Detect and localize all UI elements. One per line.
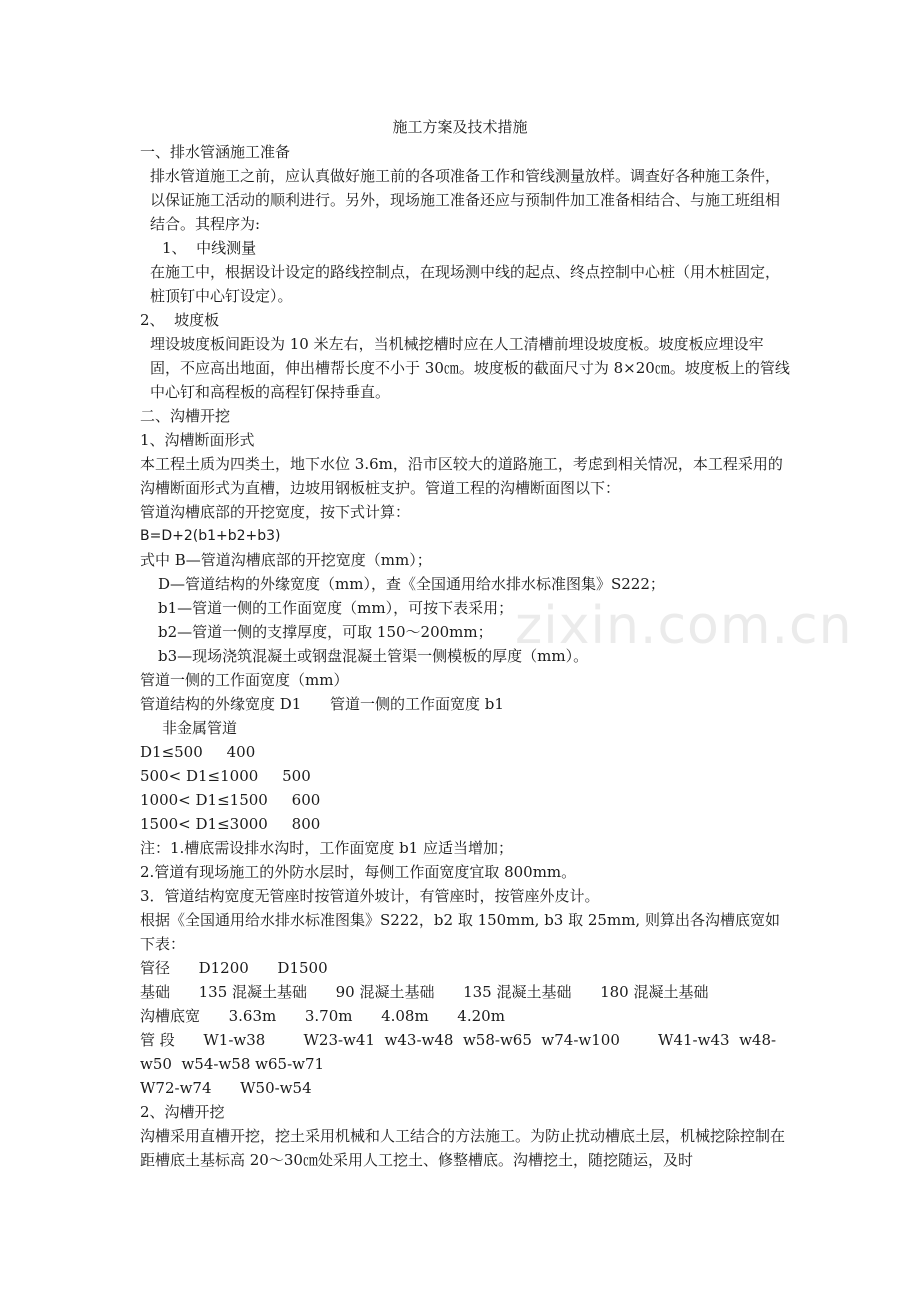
note: 注：1.槽底需设排水沟时，工作面宽度 b1 应适当增加； — [140, 839, 513, 857]
section-heading: 二、沟槽开挖 — [140, 407, 231, 425]
paragraph: 根据《全国通用给水排水标准图集》S222，b2 取 150mm, b3 取 25mm, 则算出各沟槽底宽如下表： — [140, 911, 780, 953]
subsection-heading: 1、 中线测量 — [162, 239, 257, 257]
subsection-heading: 1、沟槽断面形式 — [140, 431, 255, 449]
formula-legend: D—管道结构的外缘宽度（mm），查《全国通用给水排水标准图集》S222； — [158, 575, 665, 593]
table-group-label: 非金属管道 — [162, 719, 238, 737]
section-heading: 一、排水管涵施工准备 — [140, 143, 291, 161]
document-body — [140, 140, 790, 1172]
table-row: 500< D1≤1000 500 — [140, 767, 311, 785]
note: 3．管道结构宽度无管座时按管道外坡计，有管座时，按管座外皮计。 — [140, 887, 600, 905]
formula-legend: b3—现场浇筑混凝土或钢盘混凝土管渠一侧模板的厚度（mm）。 — [158, 647, 589, 665]
subsection-heading: 2、沟槽开挖 — [140, 1103, 225, 1121]
table-row: W72-w74 W50-w54 — [140, 1079, 312, 1097]
table-row: 1500< D1≤3000 800 — [140, 815, 321, 833]
paragraph: 在施工中，根据设计设定的路线控制点，在现场测中线的起点、终点控制中心桩（用木桩固定，桩顶钉中心钉设定）。 — [150, 263, 781, 305]
formula-legend: b2—管道一侧的支撑厚度，可取 150～200mm； — [158, 623, 493, 641]
formula-legend: b1—管道一侧的工作面宽度（mm），可按下表采用； — [158, 599, 514, 617]
paragraph: 管道沟槽底部的开挖宽度，按下式计算： — [140, 503, 411, 521]
paragraph: 埋设坡度板间距设为 10 米左右，当机械挖槽时应在人工清槽前埋设坡度板。坡度板应埋设牢固，不应高出地面，伸出槽帮长度不小于 30㎝。坡度板的截面尺寸为 8×20㎝。坡度板上的管线中心钉和高程板的高程钉保持垂直。 — [150, 335, 790, 401]
table-row: 1000< D1≤1500 600 — [140, 791, 321, 809]
table-row: 管径 D1200 D1500 — [140, 959, 328, 977]
table-row: 管 段 W1-w38 W23-w41 w43-w48 w58-w65 w74-w100 W41-w43 w48-w50 w54-w58 w65-w71 — [140, 1031, 777, 1073]
subsection-heading: 2、 坡度板 — [140, 311, 220, 329]
paragraph: 沟槽采用直槽开挖，挖土采用机械和人工结合的方法施工。为防止扰动槽底土层，机械挖除控制在距槽底土基标高 20～30㎝处采用人工挖土、修整槽底。沟槽挖土，随挖随运，及时 — [140, 1127, 786, 1169]
paragraph: 排水管道施工之前，应认真做好施工前的各项准备工作和管线测量放样。调查好各种施工条件，以保证施工活动的顺利进行。另外，现场施工准备还应与预制件加工准备相结合、与施工班组相结合。其程序为: — [150, 167, 781, 233]
table-caption: 管道一侧的工作面宽度（mm） — [140, 671, 349, 689]
document-title: 施工方案及技术措施 — [392, 118, 528, 136]
formula: B=D+2(b1+b2+b3) — [140, 528, 281, 544]
paragraph: 本工程土质为四类土，地下水位 3.6m，沿市区较大的道路施工，考虑到相关情况，本工程采用的沟槽断面形式为直槽，边坡用钢板桩支护。管道工程的沟槽断面图以下： — [140, 455, 783, 497]
table-row: 基础 135 混凝土基础 90 混凝土基础 135 混凝土基础 180 混凝土基础 — [140, 983, 709, 1001]
note: 2.管道有现场施工的外防水层时，每侧工作面宽度宜取 800mm。 — [140, 863, 577, 881]
table-header: 管道结构的外缘宽度 D1 管道一侧的工作面宽度 b1 — [140, 695, 504, 713]
watermark: zixin.com.cn — [515, 596, 853, 656]
table-row: D1≤500 400 — [140, 743, 256, 761]
table-row: 沟槽底宽 3.63m 3.70m 4.08m 4.20m — [140, 1007, 505, 1025]
formula-legend: 式中 B—管道沟槽底部的开挖宽度（mm）； — [140, 551, 432, 569]
